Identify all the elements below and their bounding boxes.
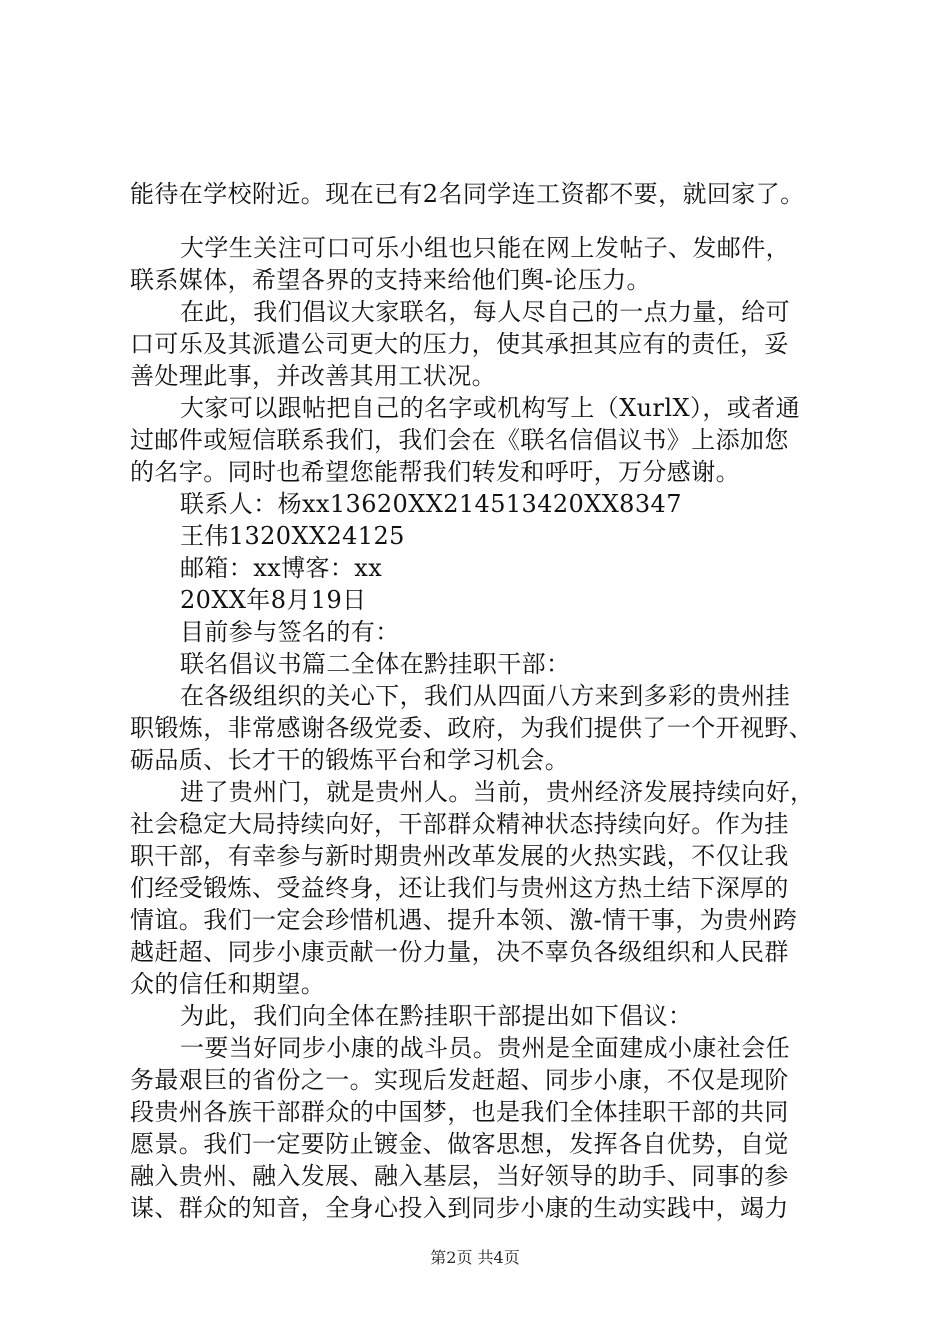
paragraph-gap — [130, 210, 830, 232]
text-line: 砺品质、长才干的锻炼平台和学习机会。 — [130, 746, 570, 774]
text-line: 们经受锻炼、受益终身，还让我们与贵州这方热土结下深厚的 — [130, 874, 789, 902]
text-line: 为此，我们向全体在黔挂职干部提出如下倡议： — [180, 1002, 693, 1030]
text-line: 社会稳定大局持续向好，干部群众精神状态持续向好。作为挂 — [130, 810, 789, 838]
text-line: 的名字。同时也希望您能帮我们转发和呼吁，万分感谢。 — [130, 458, 740, 486]
text-line: 能待在学校附近。现在已有2名同学连工资都不要，就回家了。 — [130, 180, 805, 208]
text-line: 务最艰巨的省份之一。实现后发赶超、同步小康，不仅是现阶 — [130, 1066, 789, 1094]
text-line: 口可乐及其派遣公司更大的压力，使其承担其应有的责任，妥 — [130, 330, 789, 358]
text-line: 联系媒体，希望各界的支持来给他们舆-论压力。 — [130, 266, 651, 294]
text-line: 联名倡议书篇二全体在黔挂职干部： — [180, 650, 571, 678]
text-line: 愿景。我们一定要防止镀金、做客思想，发挥各自优势，自觉 — [130, 1130, 789, 1158]
text-line: 职锻炼，非常感谢各级党委、政府，为我们提供了一个开视野、 — [130, 714, 814, 742]
text-line: 目前参与签名的有： — [180, 618, 400, 646]
text-line: 情谊。我们一定会珍惜机遇、提升本领、激-情干事，为贵州跨 — [130, 906, 798, 934]
text-line: 进了贵州门，就是贵州人。当前，贵州经济发展持续向好， — [180, 778, 815, 806]
text-line: 联系人：杨xx13620XX214513420XX8347 — [180, 490, 682, 518]
text-line: 越赶超、同步小康贡献一份力量，决不辜负各级组织和人民群 — [130, 938, 789, 966]
document-body — [130, 178, 830, 1224]
page-footer: 第2页 共4页 — [430, 1248, 520, 1267]
text-line: 大学生关注可口可乐小组也只能在网上发帖子、发邮件， — [180, 234, 790, 262]
text-line: 20XX年8月19日 — [180, 586, 367, 614]
text-line: 谋、群众的知音，全身心投入到同步小康的生动实践中，竭力 — [130, 1194, 789, 1222]
text-line: 段贵州各族干部群众的中国梦，也是我们全体挂职干部的共同 — [130, 1098, 789, 1126]
text-line: 一要当好同步小康的战斗员。贵州是全面建成小康社会任 — [180, 1034, 790, 1062]
text-line: 王伟1320XX24125 — [180, 522, 405, 550]
text-line: 过邮件或短信联系我们，我们会在《联名信倡议书》上添加您 — [130, 426, 789, 454]
text-line: 邮箱：xx博客：xx — [180, 554, 383, 582]
text-line: 在各级组织的关心下，我们从四面八方来到多彩的贵州挂 — [180, 682, 790, 710]
text-line: 众的信任和期望。 — [130, 970, 326, 998]
text-line: 善处理此事，并改善其用工状况。 — [130, 362, 496, 390]
text-line: 职干部，有幸参与新时期贵州改革发展的火热实践，不仅让我 — [130, 842, 789, 870]
text-line: 大家可以跟帖把自己的名字或机构写上（XurlX），或者通 — [180, 394, 800, 422]
text-line: 在此，我们倡议大家联名，每人尽自己的一点力量，给可 — [180, 298, 790, 326]
text-line: 融入贵州、融入发展、融入基层，当好领导的助手、同事的参 — [130, 1162, 789, 1190]
